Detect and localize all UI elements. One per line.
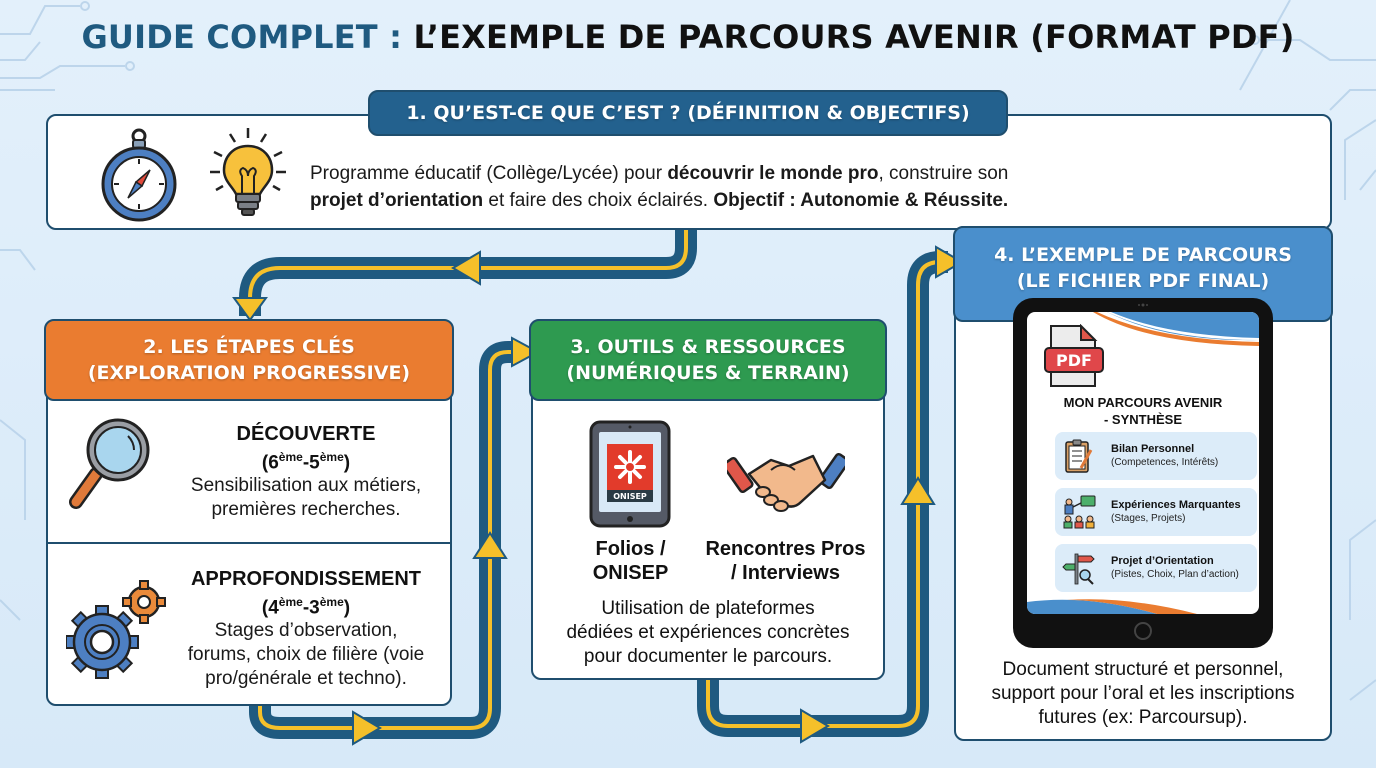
svg-text:PDF: PDF (1056, 351, 1092, 370)
tool-rencontres-pros: Rencontres Pros / Interviews (705, 538, 866, 584)
arrow-up-2 (902, 478, 934, 504)
year-range: (6ème-5ème) (261, 450, 351, 474)
clipboard-icon (1061, 438, 1097, 474)
step-divider (48, 542, 450, 544)
doc-item-bilan: Bilan Personnel (Competences, Intérêts) (1055, 432, 1257, 480)
handshake-icon (727, 436, 845, 518)
lightbulb-icon (208, 126, 288, 222)
compass-icon (98, 126, 180, 222)
document-title: MON PARCOURS AVENIR - SYNTHÈSE (1063, 395, 1223, 427)
arrow-down (234, 298, 266, 320)
page-title (0, 18, 1376, 56)
doc-item-experiences: Expériences Marquantes (Stages, Projets) (1055, 488, 1257, 536)
pdf-file-icon (1043, 324, 1105, 390)
tablet-onisep-icon (589, 420, 671, 528)
doc-item-projet: Projet d’Orientation (Pistes, Choix, Plan d’action) (1055, 544, 1257, 592)
pdf-description: Document structuré et personnel, support pour l’oral et les inscriptions futures (ex: Parcoursup). (991, 659, 1295, 728)
definition-line-1: Programme éducatif (Collège/Lycée) pour découvrir le monde pro, construire son (310, 163, 1009, 184)
step-approfondissement: APPROFONDISSEMENT (4ème-3ème) Stages d’observation, forums, choix de filière (voie pro/générale et techno). (168, 567, 444, 691)
definition-line-2: projet d’orientation et faire des choix éclairés. Objectif : Autonomie & Réussite. (310, 190, 1009, 211)
tablet-pdf-preview (1013, 298, 1273, 648)
title-part-1: GUIDE COMPLET : (81, 18, 403, 56)
home-button-icon (1134, 622, 1152, 640)
section-2-heading: 2. LES ÉTAPES CLÉS (EXPLORATION PROGRESSIVE) (44, 319, 454, 401)
decor-swoosh-bottom (1027, 594, 1259, 614)
section-4-heading: 4. L’EXEMPLE DE PARCOURS (LE FICHIER PDF FINAL) (953, 226, 1333, 322)
year-range: (4ème-3ème) (261, 595, 351, 619)
flow-path-1-to-2 (250, 230, 686, 316)
section-1-heading: 1. QU’EST-CE QUE C’EST ? (DÉFINITION & OBJECTIFS) (368, 90, 1008, 136)
step-decouverte: DÉCOUVERTE (6ème-5ème) Sensibilisation aux métiers, premières recherches. (168, 422, 444, 522)
magnifier-icon (66, 412, 156, 512)
arrow-left (453, 252, 480, 284)
arrow-right-bottom-2 (801, 710, 828, 742)
presentation-icon (1061, 494, 1097, 530)
arrow-up (474, 533, 506, 558)
tablet-screen (1027, 312, 1259, 614)
arrow-right-bottom (353, 712, 380, 744)
tool-folios-onisep: Folios / ONISEP (592, 538, 669, 584)
section-3-heading: 3. OUTILS & RESSOURCES (NUMÉRIQUES & TERRAIN) (529, 319, 887, 401)
definition-text (310, 160, 1008, 214)
tools-description: Utilisation de plateformes dédiées et expériences concrètes pour documenter le parcours. (566, 598, 850, 667)
camera-dots (1137, 303, 1149, 307)
signpost-icon (1061, 550, 1097, 586)
title-part-2: L’EXEMPLE DE PARCOURS AVENIR (FORMAT PDF) (413, 18, 1295, 56)
svg-text:ONISEP: ONISEP (613, 492, 647, 501)
gears-icon (66, 580, 170, 680)
